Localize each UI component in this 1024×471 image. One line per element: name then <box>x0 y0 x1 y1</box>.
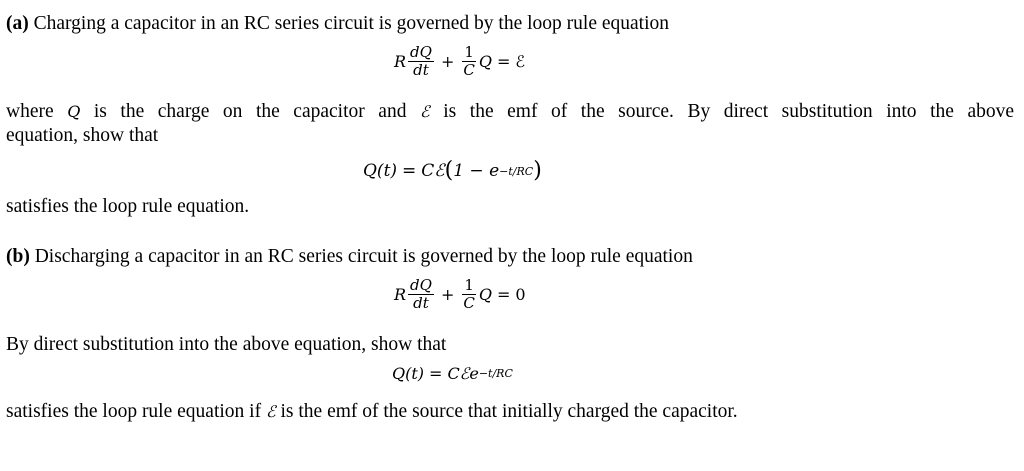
part-a-line2: where Q is the charge on the capacitor and ℰ is the emf of the source. By direct substitution into the above <box>6 101 1015 122</box>
eq-a-equals: = <box>496 52 511 71</box>
eq-a-one-over-c-fraction: $\frac{1}{C}$ <box>463 43 475 79</box>
part-a-conclusion: satisfies the loop rule equation. <box>6 196 250 217</box>
part-b-label: (b) <box>6 246 30 267</box>
symbol-emf: ℰ <box>420 102 430 121</box>
symbol-emf: ℰ <box>265 402 276 421</box>
part-a-label: (a) <box>6 13 29 34</box>
part-a-loop-equation <box>394 44 525 79</box>
part-a-intro-text: Charging a capacitor in an RC series circuit is governed by the loop rule equation <box>28 13 670 34</box>
eq-a-plus: + <box>440 52 455 71</box>
part-b-conclusion: satisfies the loop rule equation if ℰ is the emf of the source that initially charged the capacitor. <box>6 401 738 422</box>
eq-a-R: R <box>394 52 407 71</box>
part-b-loop-equation <box>394 277 526 312</box>
part-b-intro <box>6 245 693 269</box>
eq-b-equals: = <box>496 285 511 304</box>
symbol-Q: Q <box>67 102 81 121</box>
eq-a-dq-dt-fraction: $\frac{dQ}{dt}$ <box>410 43 432 79</box>
eq-b-dq-dt-fraction: $\frac{dQ}{dt}$ <box>410 276 432 312</box>
part-b-intro-text: Discharging a capacitor in an RC series circuit is governed by the loop rule equation <box>29 246 693 267</box>
eq-a-rhs: ℰ <box>515 52 526 71</box>
part-b-solution-equation: Q(t) = Cℰe −t/RC <box>392 364 513 383</box>
eq-b-Q: Q <box>478 285 492 304</box>
eq-b-one-over-c-fraction: $\frac{1}{C}$ <box>463 276 475 312</box>
part-b-line2: By direct substitution into the above equation, show that <box>6 334 447 355</box>
eq-b-R: R <box>394 285 407 304</box>
part-a-line3: equation, show that <box>6 125 159 146</box>
eq-b-plus: + <box>440 285 455 304</box>
eq-b-rhs: 0 <box>515 285 526 304</box>
eq-a-Q: Q <box>478 52 492 71</box>
part-a-intro <box>6 12 669 36</box>
part-a-solution-equation: Q(t) = Cℰ ( 1 − e −t/RC ) <box>363 158 542 183</box>
